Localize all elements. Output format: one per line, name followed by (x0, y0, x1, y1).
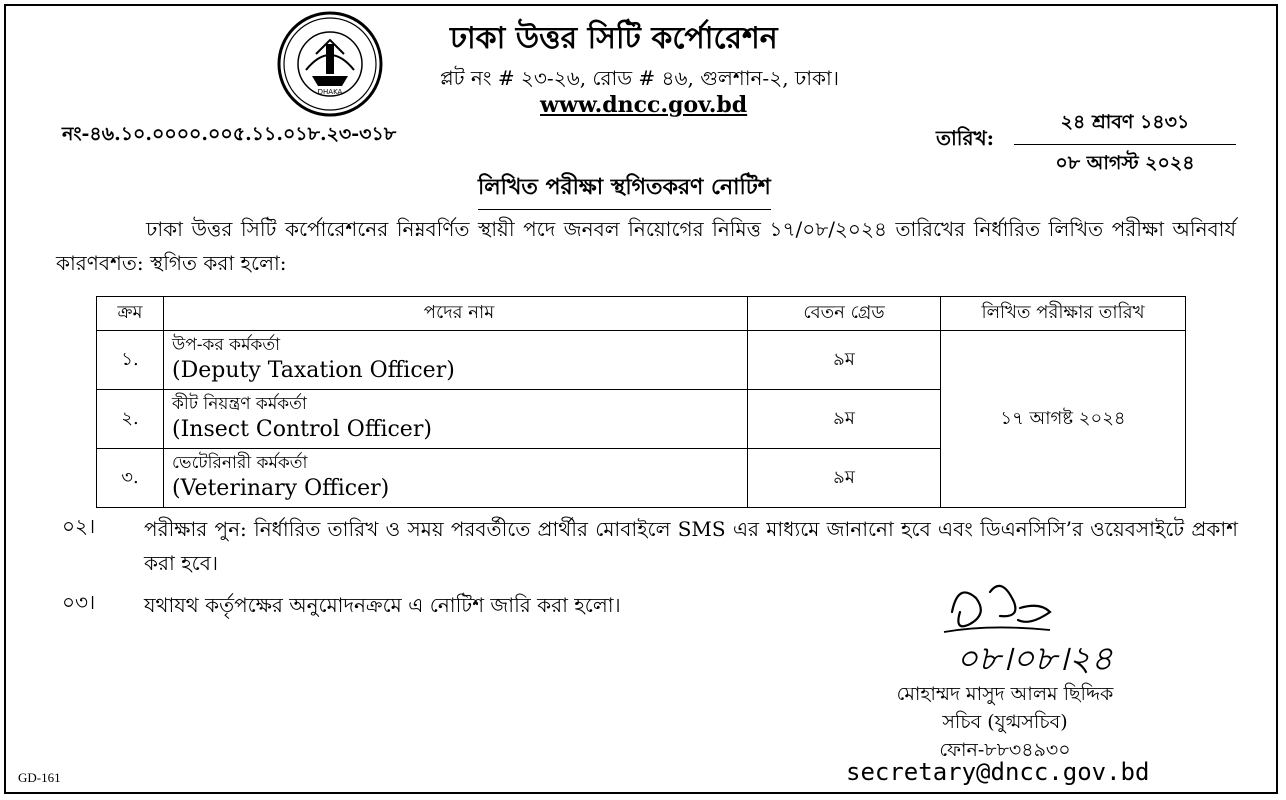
item-number: ০২। (62, 514, 96, 538)
post-name-bangla: ভেটেরিনারী কর্মকর্তা (172, 453, 308, 473)
row-post (164, 390, 748, 449)
item-number: ০৩। (62, 590, 96, 614)
posts-table (96, 296, 1186, 508)
post-name-bangla: উপ-কর কর্মকর্তা (172, 335, 281, 355)
row-grade: ৯ম (748, 390, 941, 449)
signer-name: মোহাম্মদ মাসুদ আলম ছিদ্দিক (896, 683, 1114, 705)
row-post (164, 331, 748, 390)
post-name-bangla: কীট নিয়ন্ত্রণ কর্মকর্তা (172, 394, 307, 414)
handwritten-date: ০৮।০৮।২৪ (956, 639, 1113, 679)
date-bangla: ২৪ শ্রাবণ ১৪৩১ (1014, 108, 1236, 145)
signer-email[interactable]: secretary@dncc.gov.bd (846, 758, 1150, 786)
table-row (97, 331, 1186, 390)
post-name-english: (Deputy Taxation Officer) (172, 358, 455, 383)
table-header-row (97, 297, 1186, 331)
post-name-english: (Insect Control Officer) (172, 417, 432, 442)
signer-phone: ফোন-৮৮৩৪৯৩০ (939, 739, 1071, 761)
col-post-header: পদের নাম (164, 297, 748, 331)
organization-website[interactable]: www.dncc.gov.bd (540, 92, 748, 118)
row-grade: ৯ম (748, 331, 941, 390)
date-english: ০৮ আগস্ট ২০২৪ (1055, 152, 1195, 174)
item-text: যথাযথ কর্তৃপক্ষের অনুমোদনক্রমে এ নোটিশ জারি করা হলো। (144, 593, 621, 617)
svg-text:DHAKA: DHAKA (317, 88, 343, 96)
date-block (1014, 108, 1236, 181)
row-serial: ২. (97, 390, 164, 449)
col-exam-date-header: লিখিত পরীক্ষার তারিখ (941, 297, 1186, 331)
organization-name: ঢাকা উত্তর সিটি কর্পোরেশন (450, 21, 778, 56)
row-grade: ৯ম (748, 449, 941, 508)
date-label: তারিখ: (936, 126, 995, 150)
notice-intro-paragraph: ঢাকা উত্তর সিটি কর্পোরেশনের নিম্নবর্ণিত স্থায়ী পদে জনবল নিয়োগের নিমিত্ত ১৭/০৮/২০২৪ তারিখের নির্ধারিত লিখিত পরীক্ষা অনিবার্য কারণবশত: স্থগিত করা হলো: (56, 217, 1236, 275)
notice-title: লিখিত পরীক্ষা স্থগিতকরণ নোটিশ (478, 170, 771, 210)
handwritten-signature (930, 572, 1190, 682)
dncc-seal-logo (276, 10, 384, 118)
memo-number: নং-৪৬.১০.০০০০.০০৫.১১.০১৮.২৩-৩১৮ (62, 123, 397, 145)
row-post (164, 449, 748, 508)
post-name-english: (Veterinary Officer) (172, 476, 390, 501)
signer-designation: সচিব (যুগ্মসচিব) (942, 711, 1068, 733)
organization-address: প্লট নং # ২৩-২৬, রোড # ৪৬, গুলশান-২, ঢাকা। (440, 66, 839, 90)
col-serial-header: ক্রম (97, 297, 164, 331)
document-code: GD-161 (18, 770, 61, 785)
row-serial: ৩. (97, 449, 164, 508)
exam-date-cell: ১৭ আগষ্ট ২০২৪ (941, 331, 1186, 508)
col-grade-header: বেতন গ্রেড (748, 297, 941, 331)
item-text: পরীক্ষার পুন: নির্ধারিত তারিখ ও সময় পরবর্তীতে প্রার্থীর মোবাইলে SMS এর মাধ্যমে জানানো হবে এবং ডিএনসিসি’র ওয়েবসাইটে প্রকাশ করা হবে। (144, 517, 1238, 575)
row-serial: ১. (97, 331, 164, 390)
